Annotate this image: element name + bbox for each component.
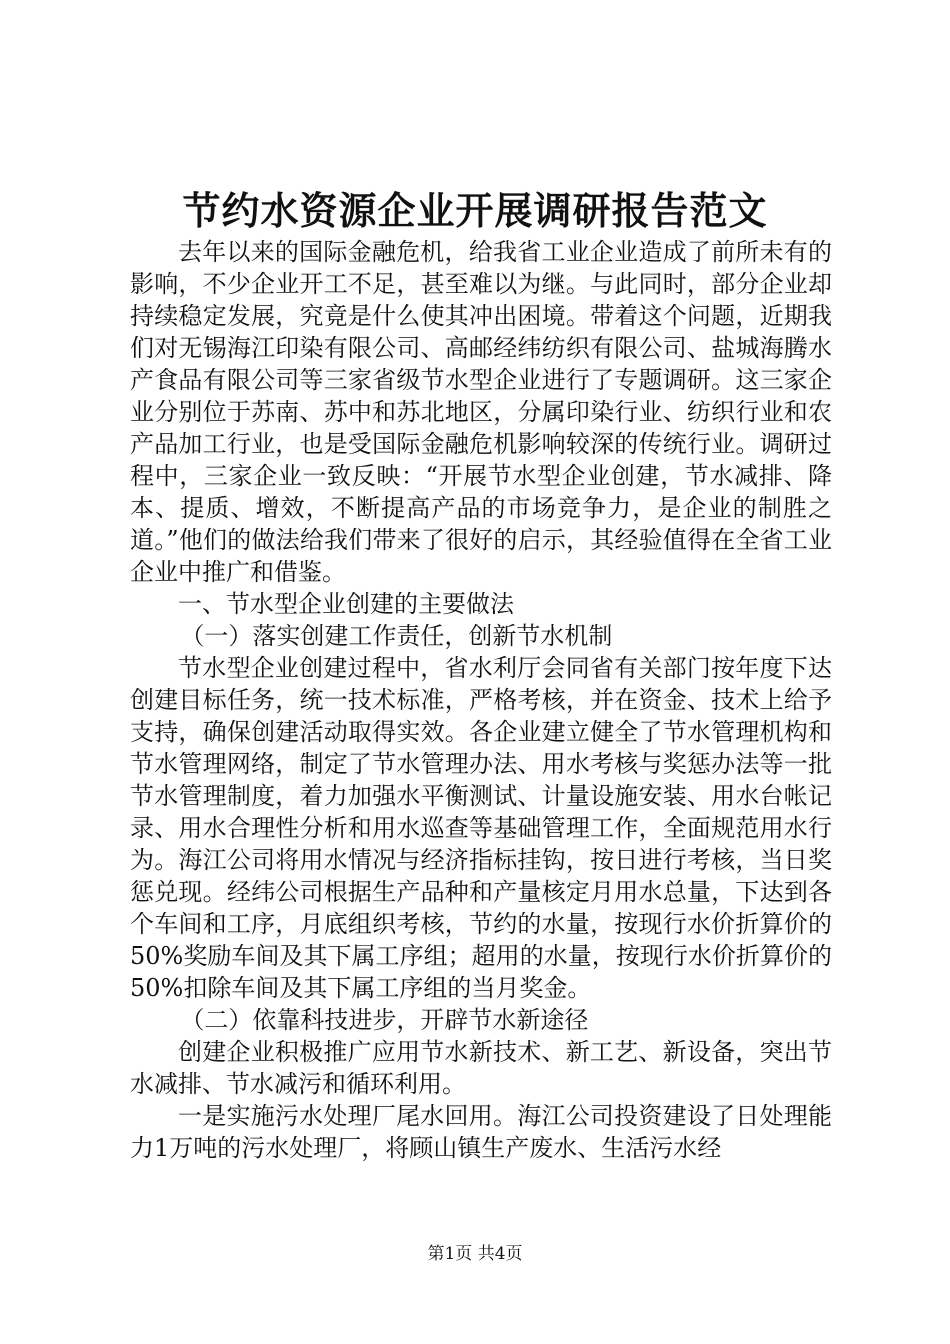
subsection-heading-1: （一）落实创建工作责任，创新节水机制: [180, 622, 613, 650]
subsection-heading-2: （二）依靠科技进步，开辟节水新途径: [180, 1006, 589, 1034]
paragraph-subsection-1: 节水型企业创建过程中，省水利厅会同省有关部门按年度下达创建目标任务，统一技术标准，严格考核，并在资金、技术上给予支持，确保创建活动取得实效。各企业建立健全了节水管理机构和节水管理网络，制定了节水管理办法、用水考核与奖惩办法等一批节水管理制度，着力加强水平衡测试、计量设施安装、用水台帐记录、用水合理性分析和用水巡查等基础管理工作，全面规范用水行为。海江公司将用水情况与经济指标挂钩，按日进行考核，当日奖惩兑现。经纬公司根据生产品种和产量核定月用水总量，下达到各个车间和工序，月底组织考核，节约的水量，按现行水价折算价的50%奖励车间及其下属工序组；超用的水量，按现行水价折算价的50%扣除车间及其下属工序组的当月奖金。: [130, 654, 832, 1002]
paragraph-subsection-2: 创建企业积极推广应用节水新技术、新工艺、新设备，突出节水减排、节水减污和循环利用。: [130, 1038, 832, 1098]
document-title: 节约水资源企业开展调研报告范文: [182, 189, 768, 233]
section-heading-1: 一、节水型企业创建的主要做法: [178, 590, 514, 618]
paragraph-intro: 去年以来的国际金融危机，给我省工业企业造成了前所未有的影响，不少企业开工不足，甚至难以为继。与此同时，部分企业却持续稳定发展，究竟是什么使其冲出困境。带着这个问题，近期我们对无锡海江印染有限公司、高邮经纬纺织有限公司、盐城海腾水产食品有限公司等三家省级节水型企业进行了专题调研。这三家企业分别位于苏南、苏中和苏北地区，分属印染行业、纺织行业和农产品加工行业，也是受国际金融危机影响较深的传统行业。调研过程中，三家企业一致反映：“开展节水型企业创建，节水减排、降本、提质、增效，不断提高产品的市场竞争力，是企业的制胜之道。”他们的做法给我们带来了很好的启示，其经验值得在全省工业企业中推广和借鉴。: [130, 238, 832, 586]
page-footer: 第1页 共4页: [427, 1244, 523, 1264]
paragraph-point-1: 一是实施污水处理厂尾水回用。海江公司投资建设了日处理能力1万吨的污水处理厂，将顾山镇生产废水、生活污水经: [130, 1102, 832, 1162]
document-body: [130, 236, 832, 1164]
